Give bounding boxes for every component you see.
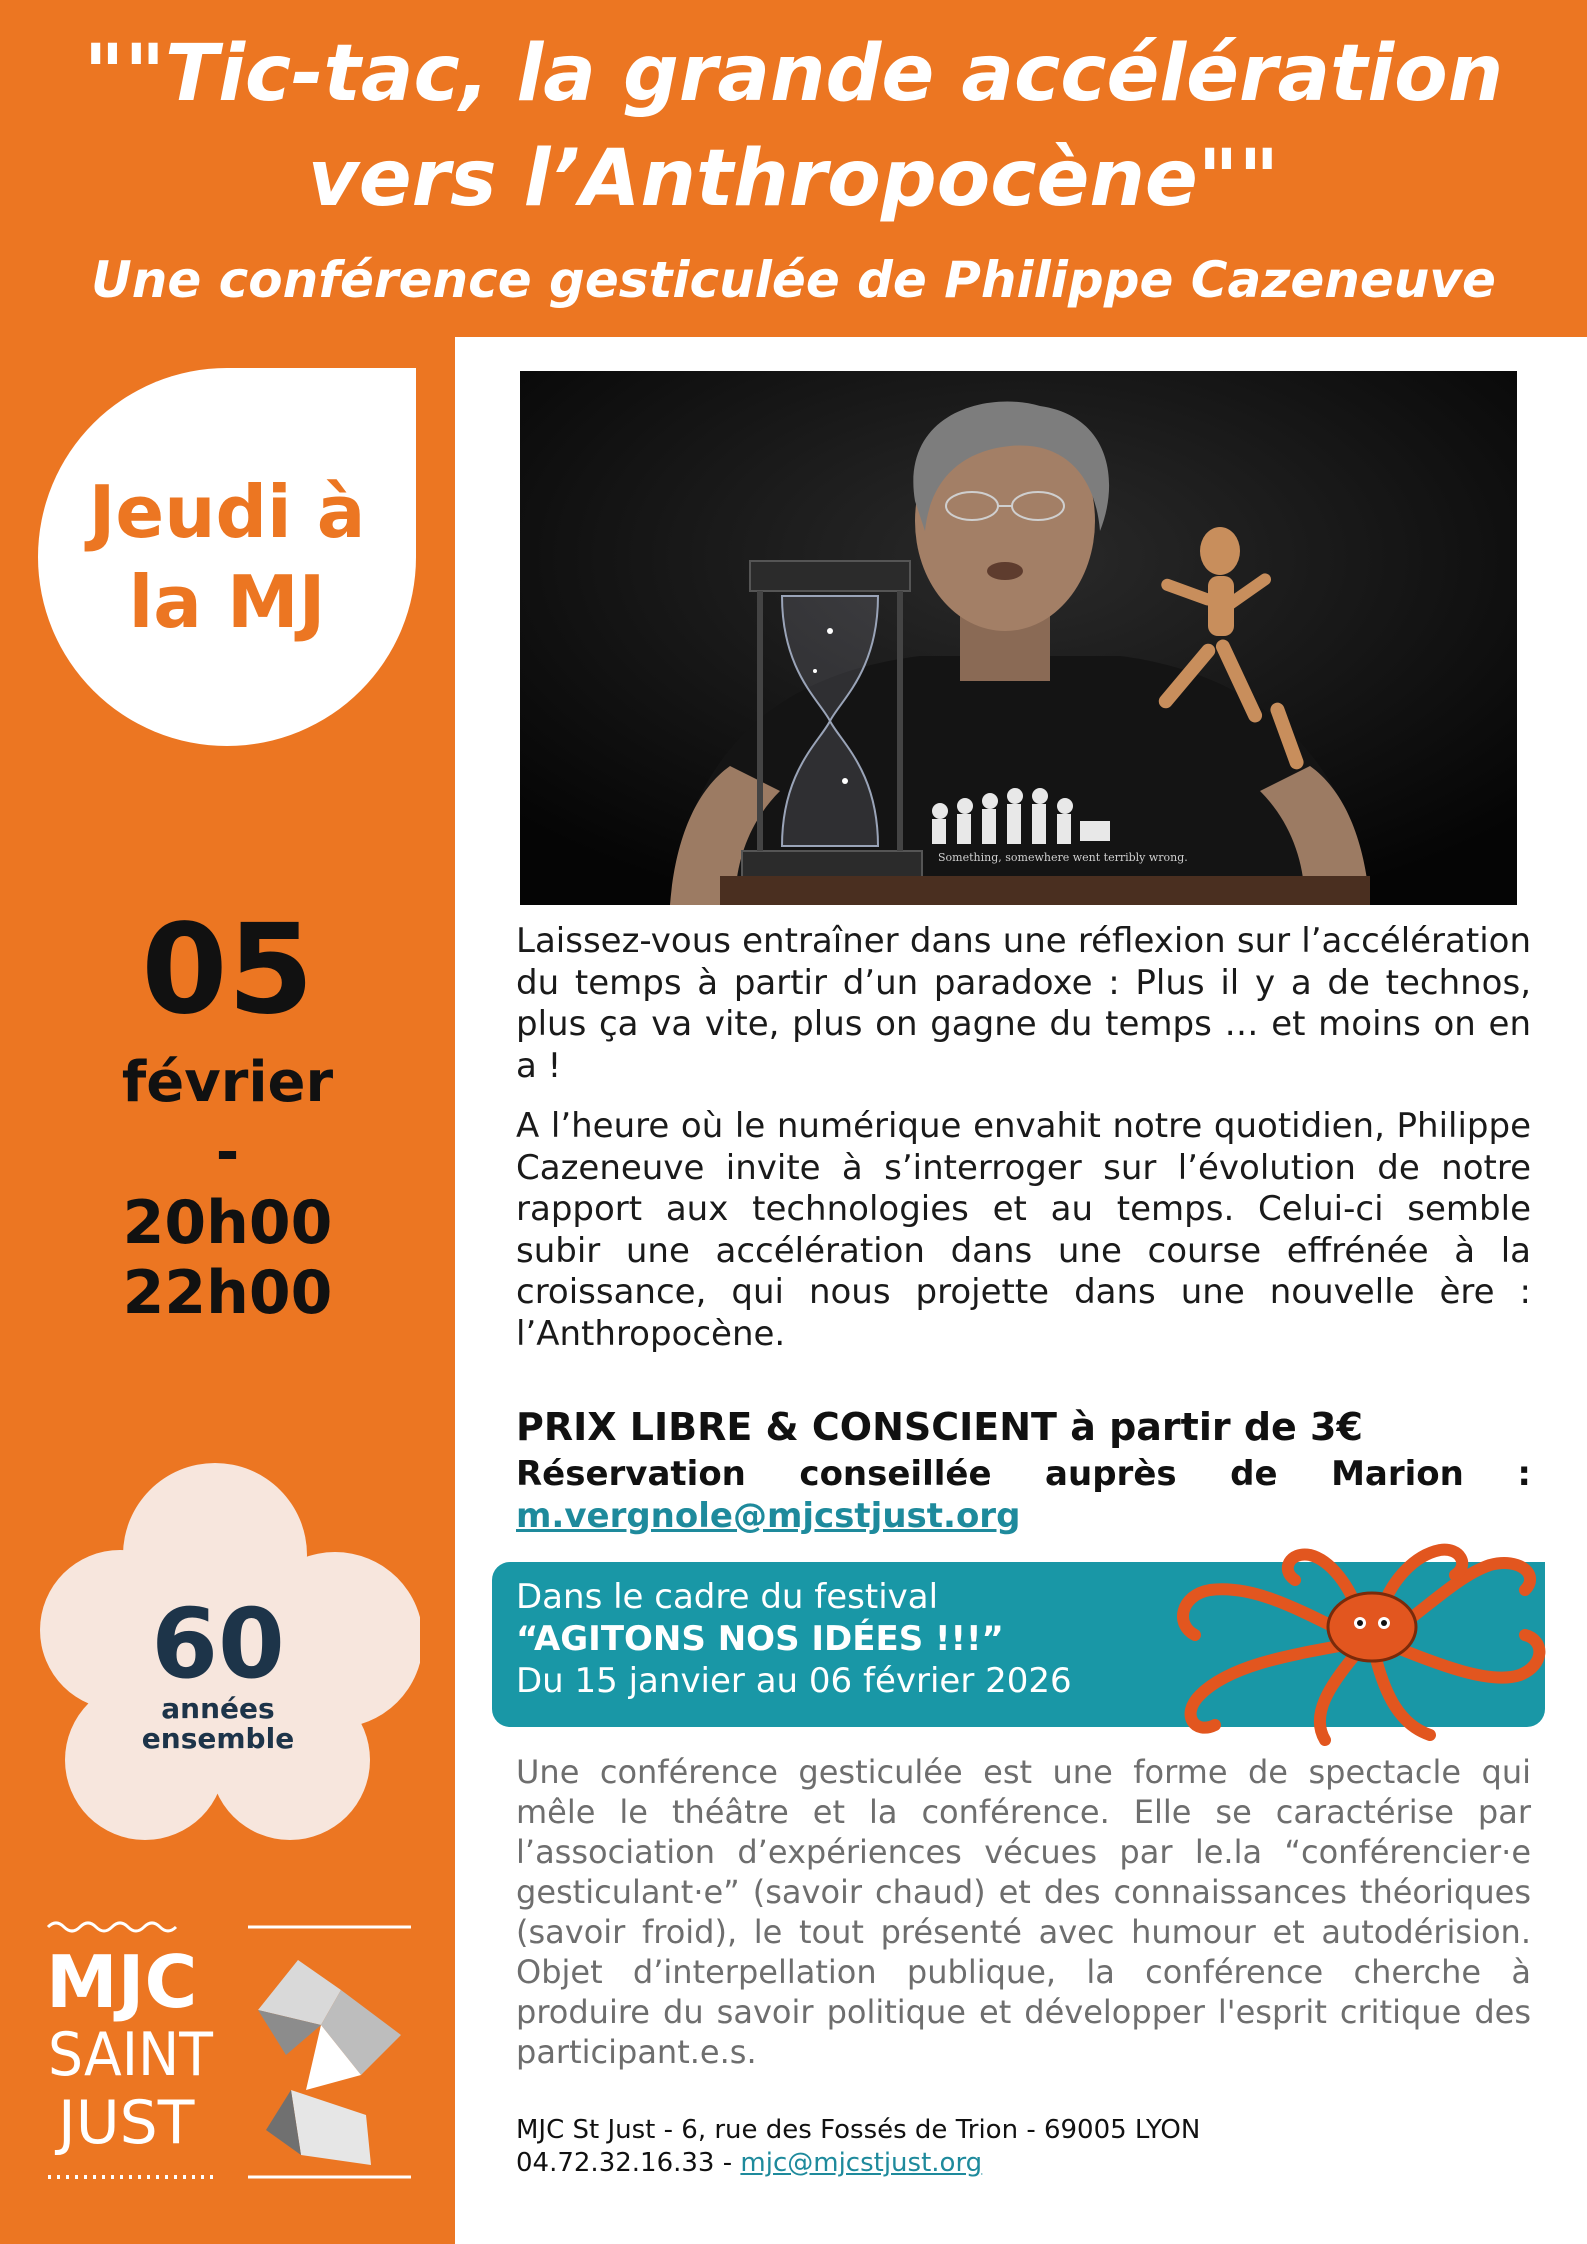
poster-title	[0, 22, 1587, 232]
octopus-illustration	[1140, 1535, 1580, 1755]
event-date-separator: -	[215, 1120, 240, 1185]
mjc-saint-just-logo	[36, 1915, 436, 2190]
table	[720, 876, 1370, 905]
intro-paragraph: Laissez-vous entraîner dans une réflexion sur l’accélération du temps à partir d’un paradoxe : Plus il y a de technos, plus ça va vite, plus on gagne du temps … et moins on en a !	[516, 921, 1531, 1086]
day-badge	[38, 368, 416, 746]
wave-decoration	[48, 1923, 176, 1931]
festival-intro: Dans le cadre du festival	[516, 1577, 939, 1617]
speaker-photo-illustration	[520, 371, 1517, 905]
anniversary-line-2: ensemble	[141, 1722, 295, 1755]
anniversary-line-1: années	[161, 1692, 275, 1725]
event-month: février	[121, 1050, 334, 1115]
festival-name: “AGITONS NOS IDÉES !!!”	[516, 1619, 1004, 1659]
event-time-end: 22h00	[122, 1258, 333, 1328]
event-time	[0, 1188, 455, 1328]
footer-email-link[interactable]: mjc@mjcstjust.org	[740, 2148, 983, 2178]
logo-saint-text: SAINT	[48, 2020, 214, 2090]
day-line-2: la MJ	[128, 560, 326, 644]
speaker-photo	[520, 371, 1517, 905]
header-banner	[0, 0, 1587, 337]
price-line: PRIX LIBRE & CONSCIENT à partir de 3€	[516, 1405, 1363, 1449]
anniversary-flower-logo	[40, 1455, 420, 1845]
conference-description: Une conférence gesticulée est une forme de spectacle qui mêle le théâtre et la conférence. Elle se caractérise par l’association d’expériences vécues par le.la “conférencier·e gesticulant·e” (savoir chaud) et des connaissances théoriques (savoir froid), le tout présenté avec humour et autodérision. Objet d’interpellation publique, la conférence cherche à produire du savoir politique et développer l'esprit critique des participant.e.s.	[516, 1753, 1531, 2071]
octopus-head	[1328, 1593, 1416, 1661]
reservation-line: Réservation conseillée auprès de Marion :	[516, 1454, 1531, 1494]
title-line-1: ""Tic-tac, la grande accélération	[83, 29, 1504, 119]
reservation-email-link[interactable]: m.vergnole@mjcstjust.org	[516, 1496, 1021, 1536]
anniversary-number: 60	[151, 1588, 285, 1700]
footer-phone: 04.72.32.16.33	[516, 2148, 715, 2178]
poster-subtitle: Une conférence gesticulée de Philippe Cazeneuve	[91, 251, 1496, 309]
day-line-1: Jeudi à	[88, 470, 366, 554]
event-day-number: 05	[141, 898, 314, 1042]
festival-dates: Du 15 janvier au 06 février 2026	[516, 1661, 1072, 1701]
day-badge-text	[38, 467, 416, 647]
geometric-emblem	[258, 1960, 401, 2165]
footer-separator: -	[714, 2148, 741, 2178]
footer-contact	[516, 2147, 982, 2180]
event-time-start: 20h00	[122, 1188, 333, 1258]
footer-address: MJC St Just - 6, rue des Fossés de Trion - 69005 LYON	[516, 2115, 1201, 2145]
logo-just-text: JUST	[58, 2088, 195, 2158]
title-line-2: vers l’Anthropocène""	[307, 134, 1280, 224]
speaker-mouth	[987, 562, 1023, 580]
context-paragraph: A l’heure où le numérique envahit notre quotidien, Philippe Cazeneuve invite à s’interroger sur l’évolution de notre rapport aux technologies et au temps. Celui-ci semble subir une accélération dans une course effrénée à la croissance, qui nous projette dans une nouvelle ère : l’Anthropocène.	[516, 1106, 1531, 1354]
shirt-caption: Something, somewhere went terribly wrong.	[938, 851, 1188, 864]
logo-mjc-text: MJC	[46, 1940, 198, 2024]
